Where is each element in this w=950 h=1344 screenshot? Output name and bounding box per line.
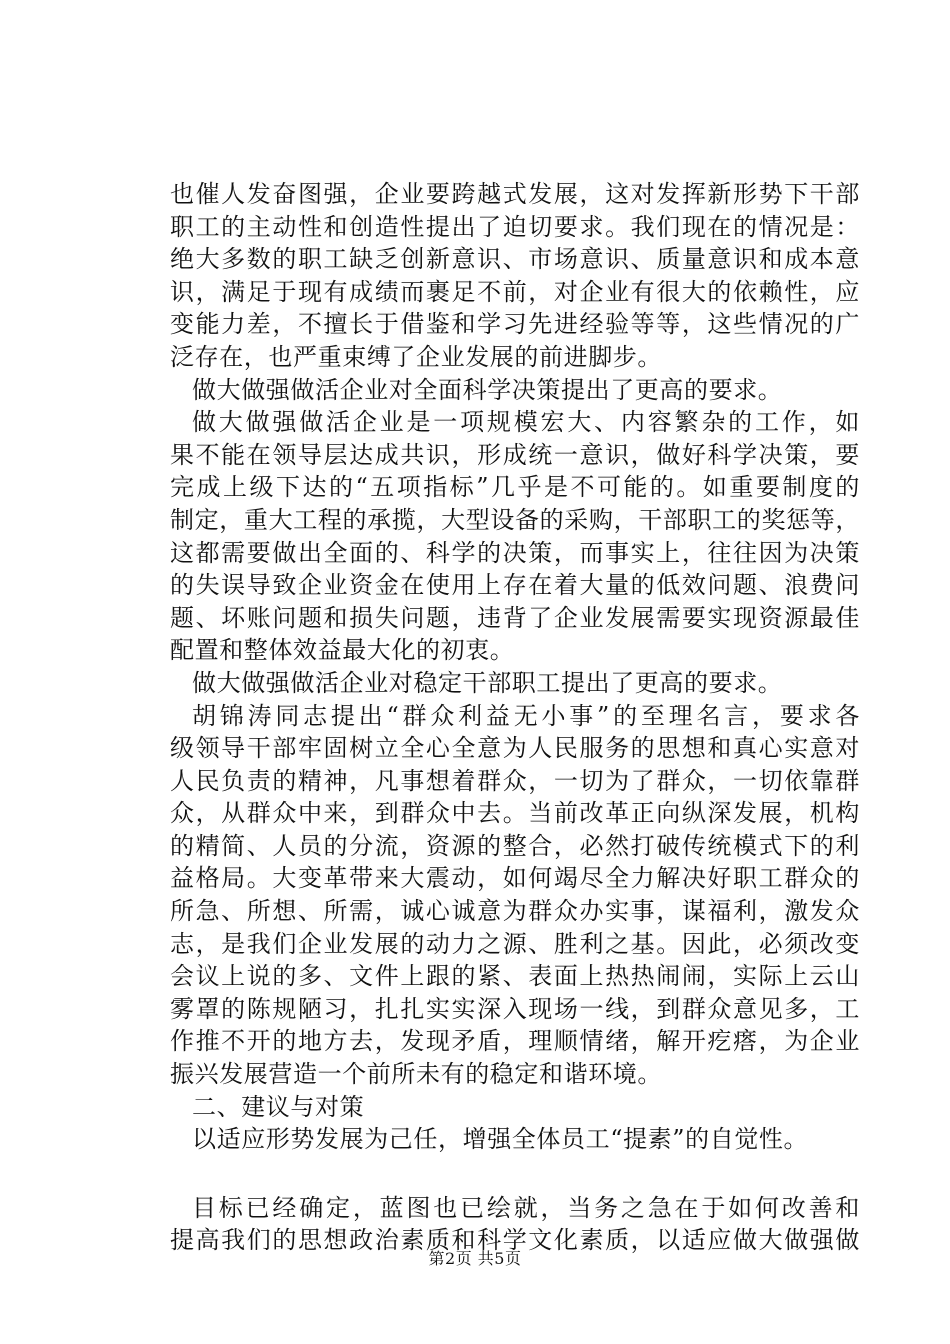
section-heading: 做大做强做活企业对全面科学决策提出了更高的要求。 bbox=[192, 375, 783, 404]
text-line: 制定，重大工程的承揽，大型设备的采购，干部职工的奖惩等， bbox=[170, 505, 860, 534]
text-line: 果不能在领导层达成共识，形成统一意识，做好科学决策，要 bbox=[170, 440, 860, 469]
section-heading: 做大做强做活企业对稳定干部职工提出了更高的要求。 bbox=[192, 668, 783, 697]
text-line: 提高我们的思想政治素质和科学文化素质，以适应做大做强做 bbox=[170, 1226, 860, 1255]
text-line: 识，满足于现有成绩而裹足不前，对企业有很大的依赖性，应 bbox=[170, 277, 860, 306]
text-line: 绝大多数的职工缺乏创新意识、市场意识、质量意识和成本意 bbox=[170, 245, 860, 274]
text-line: 变能力差，不擅长于借鉴和学习先进经验等等，这些情况的广 bbox=[170, 310, 860, 339]
document-body bbox=[170, 178, 860, 1257]
text-line: 人民负责的精神，凡事想着群众，一切为了群众，一切依靠群 bbox=[170, 766, 860, 795]
text-line: 的精简、人员的分流，资源的整合，必然打破传统模式下的利 bbox=[170, 831, 860, 860]
text-line: 作推不开的地方去，发现矛盾，理顺情绪，解开疙瘩，为企业 bbox=[170, 1027, 860, 1056]
text-line: 会议上说的多、文件上跟的紧、表面上热热闹闹，实际上云山 bbox=[170, 962, 860, 991]
subsection-heading: 以适应形势发展为己任，增强全体员工“提素”的自觉性。 bbox=[192, 1125, 809, 1154]
text-line: 的失误导致企业资金在使用上存在着大量的低效问题、浪费问 bbox=[170, 571, 860, 600]
page-footer: 第2页 共5页 bbox=[428, 1249, 522, 1268]
text-line: 目标已经确定，蓝图也已绘就，当务之急在于如何改善和 bbox=[192, 1193, 860, 1222]
paragraph-gap bbox=[170, 1156, 860, 1192]
text-line: 这都需要做出全面的、科学的决策，而事实上，往往因为决策 bbox=[170, 538, 860, 567]
text-line: 益格局。大变革带来大震动，如何竭尽全力解决好职工群众的 bbox=[170, 864, 860, 893]
text-line: 做大做强做活企业是一项规模宏大、内容繁杂的工作，如 bbox=[192, 408, 860, 437]
text-line: 泛存在，也严重束缚了企业发展的前进脚步。 bbox=[170, 342, 662, 371]
text-line: 所急、所想、所需，诚心诚意为群众办实事，谋福利，激发众 bbox=[170, 897, 860, 926]
text-line: 振兴发展营造一个前所未有的稳定和谐环境。 bbox=[170, 1060, 662, 1089]
text-line: 胡锦涛同志提出“群众利益无小事”的至理名言，要求各 bbox=[192, 701, 860, 730]
text-line: 志，是我们企业发展的动力之源、胜利之基。因此，必须改变 bbox=[170, 929, 860, 958]
text-line: 完成上级下达的“五项指标”几乎是不可能的。如重要制度的 bbox=[170, 473, 860, 502]
text-line: 配置和整体效益最大化的初衷。 bbox=[170, 636, 515, 665]
text-line: 职工的主动性和创造性提出了迫切要求。我们现在的情况是： bbox=[170, 212, 860, 241]
text-line: 级领导干部牢固树立全心全意为人民服务的思想和真心实意对 bbox=[170, 734, 860, 763]
section-heading: 二、建议与对策 bbox=[192, 1092, 365, 1121]
text-line: 也催人发奋图强，企业要跨越式发展，这对发挥新形势下干部 bbox=[170, 180, 860, 208]
text-line: 众，从群众中来，到群众中去。当前改革正向纵深发展，机构 bbox=[170, 799, 860, 828]
text-line: 题、坏账问题和损失问题，违背了企业发展需要实现资源最佳 bbox=[170, 603, 860, 632]
text-line: 雾罩的陈规陋习，扎扎实实深入现场一线，到群众意见多，工 bbox=[170, 994, 860, 1023]
